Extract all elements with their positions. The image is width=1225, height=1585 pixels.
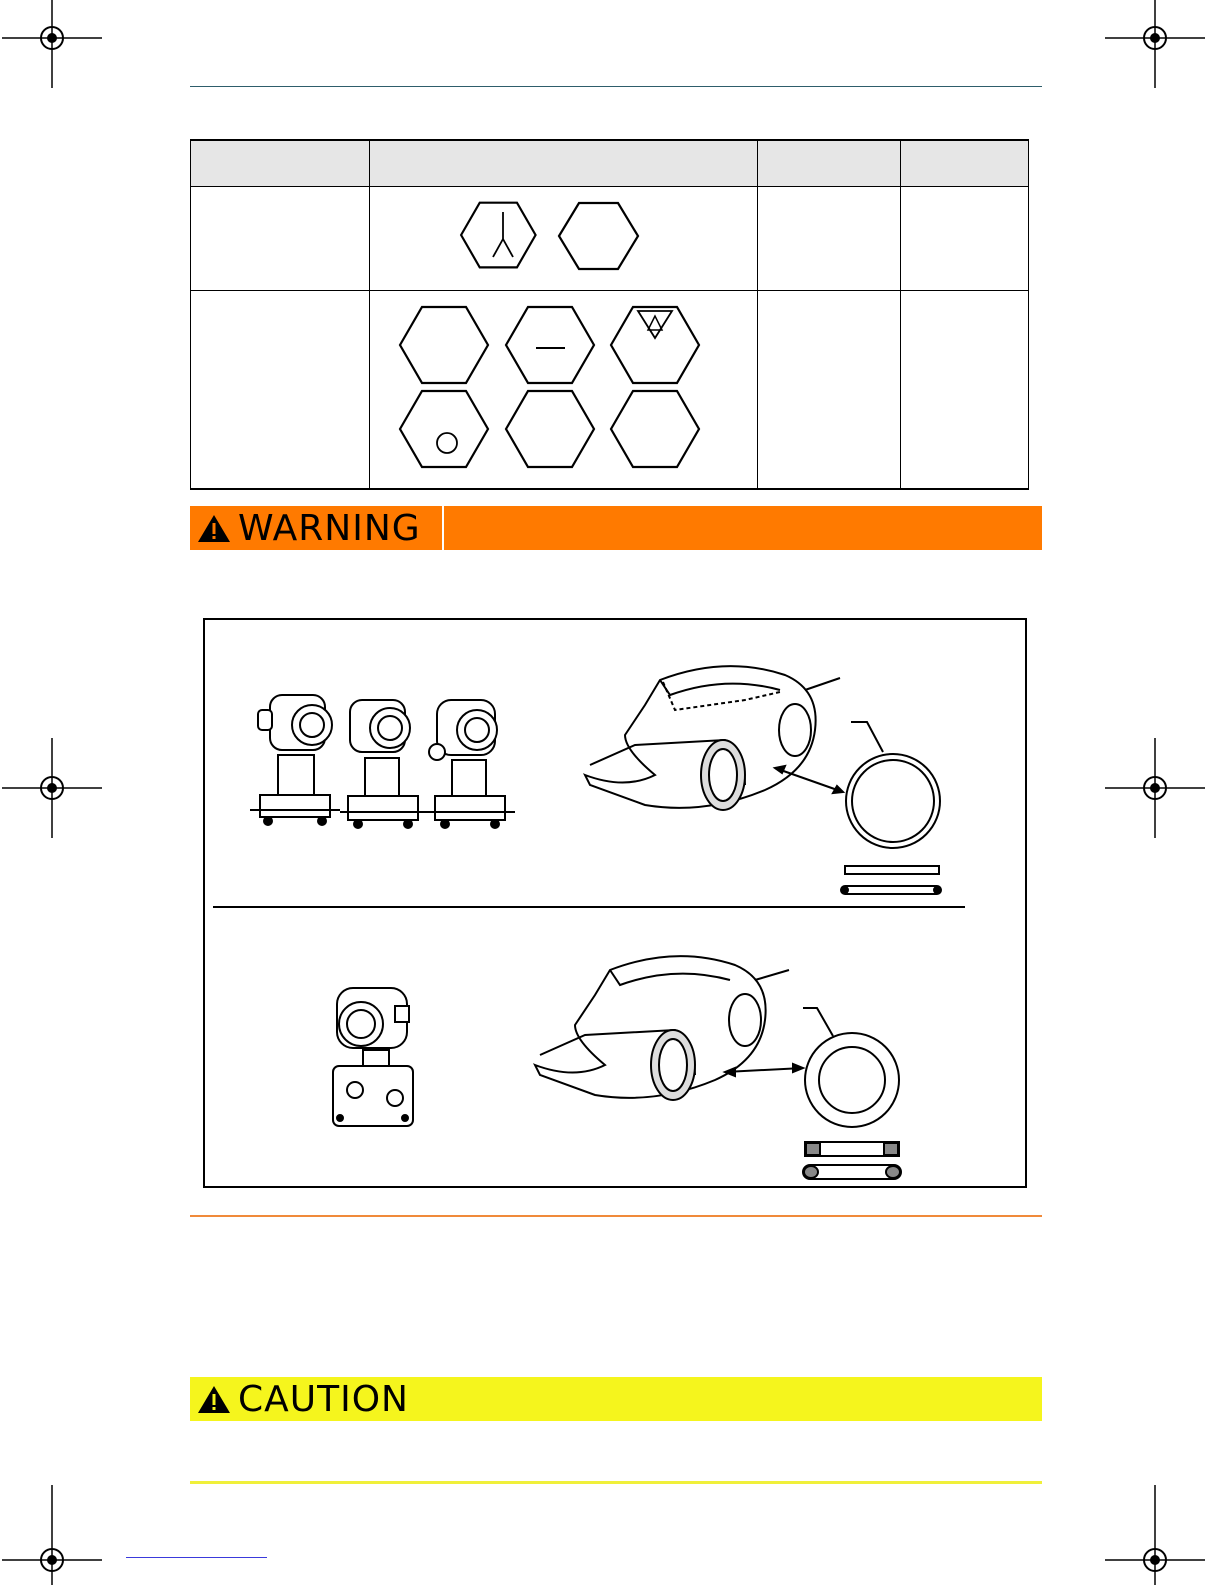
hexagon-blank-icon	[611, 391, 699, 467]
table-cell	[191, 291, 370, 490]
table-cell	[901, 291, 1029, 490]
hexagon-blank-icon	[559, 203, 638, 269]
warning-label-box	[190, 506, 444, 550]
transmitter-group-icon	[250, 695, 515, 828]
caution-banner	[190, 1377, 1042, 1421]
table-header-cell	[901, 140, 1029, 187]
registration-mark-icon	[1105, 0, 1205, 88]
flange-cutaway-icon	[535, 956, 789, 1100]
gasket-profile-icon	[803, 1142, 901, 1179]
table-row	[191, 187, 1029, 291]
footer-link-underline[interactable]	[126, 1557, 267, 1558]
warning-triangle-icon	[196, 512, 232, 544]
registration-mark-icon	[2, 738, 102, 838]
table-header-cell	[370, 140, 758, 187]
o-ring-profile-icon	[841, 866, 941, 894]
registration-mark-icon	[2, 1485, 102, 1585]
registration-mark-icon	[2, 0, 102, 88]
hexagon-blank-icon	[506, 391, 594, 467]
table-cell	[758, 187, 901, 291]
caution-end-rule	[190, 1481, 1042, 1484]
table-cell	[758, 291, 901, 490]
hexagon-circle-icon	[400, 391, 488, 467]
transmitter-single-icon	[333, 988, 413, 1126]
flange-cutaway-icon	[585, 666, 840, 810]
table-cell-symbols	[370, 291, 758, 490]
caution-label-box	[190, 1377, 430, 1421]
seal-figure	[203, 618, 1027, 1188]
caution-label: CAUTION	[238, 1378, 409, 1420]
table-cell-symbols	[370, 187, 758, 291]
warning-triangle-icon	[196, 1383, 232, 1415]
hexagon-split-icon	[461, 203, 535, 268]
warning-end-rule	[190, 1215, 1042, 1217]
hexagon-triangles-icon	[611, 307, 699, 383]
table-row	[191, 291, 1029, 490]
symbols-table	[190, 139, 1029, 490]
table-header-cell	[191, 140, 370, 187]
header-rule	[190, 86, 1042, 87]
symbol-group	[370, 291, 758, 483]
hexagon-dash-icon	[506, 307, 594, 383]
table-cell	[901, 187, 1029, 291]
table-header-row	[191, 140, 1029, 187]
table-header-cell	[758, 140, 901, 187]
warning-label: WARNING	[238, 507, 421, 549]
registration-mark-icon	[1105, 738, 1205, 838]
figure-drawing	[205, 620, 1025, 1186]
symbol-group	[370, 187, 758, 285]
hexagon-blank-icon	[400, 307, 488, 383]
registration-mark-icon	[1105, 1485, 1205, 1585]
warning-banner	[190, 506, 1042, 550]
table-cell	[191, 187, 370, 291]
